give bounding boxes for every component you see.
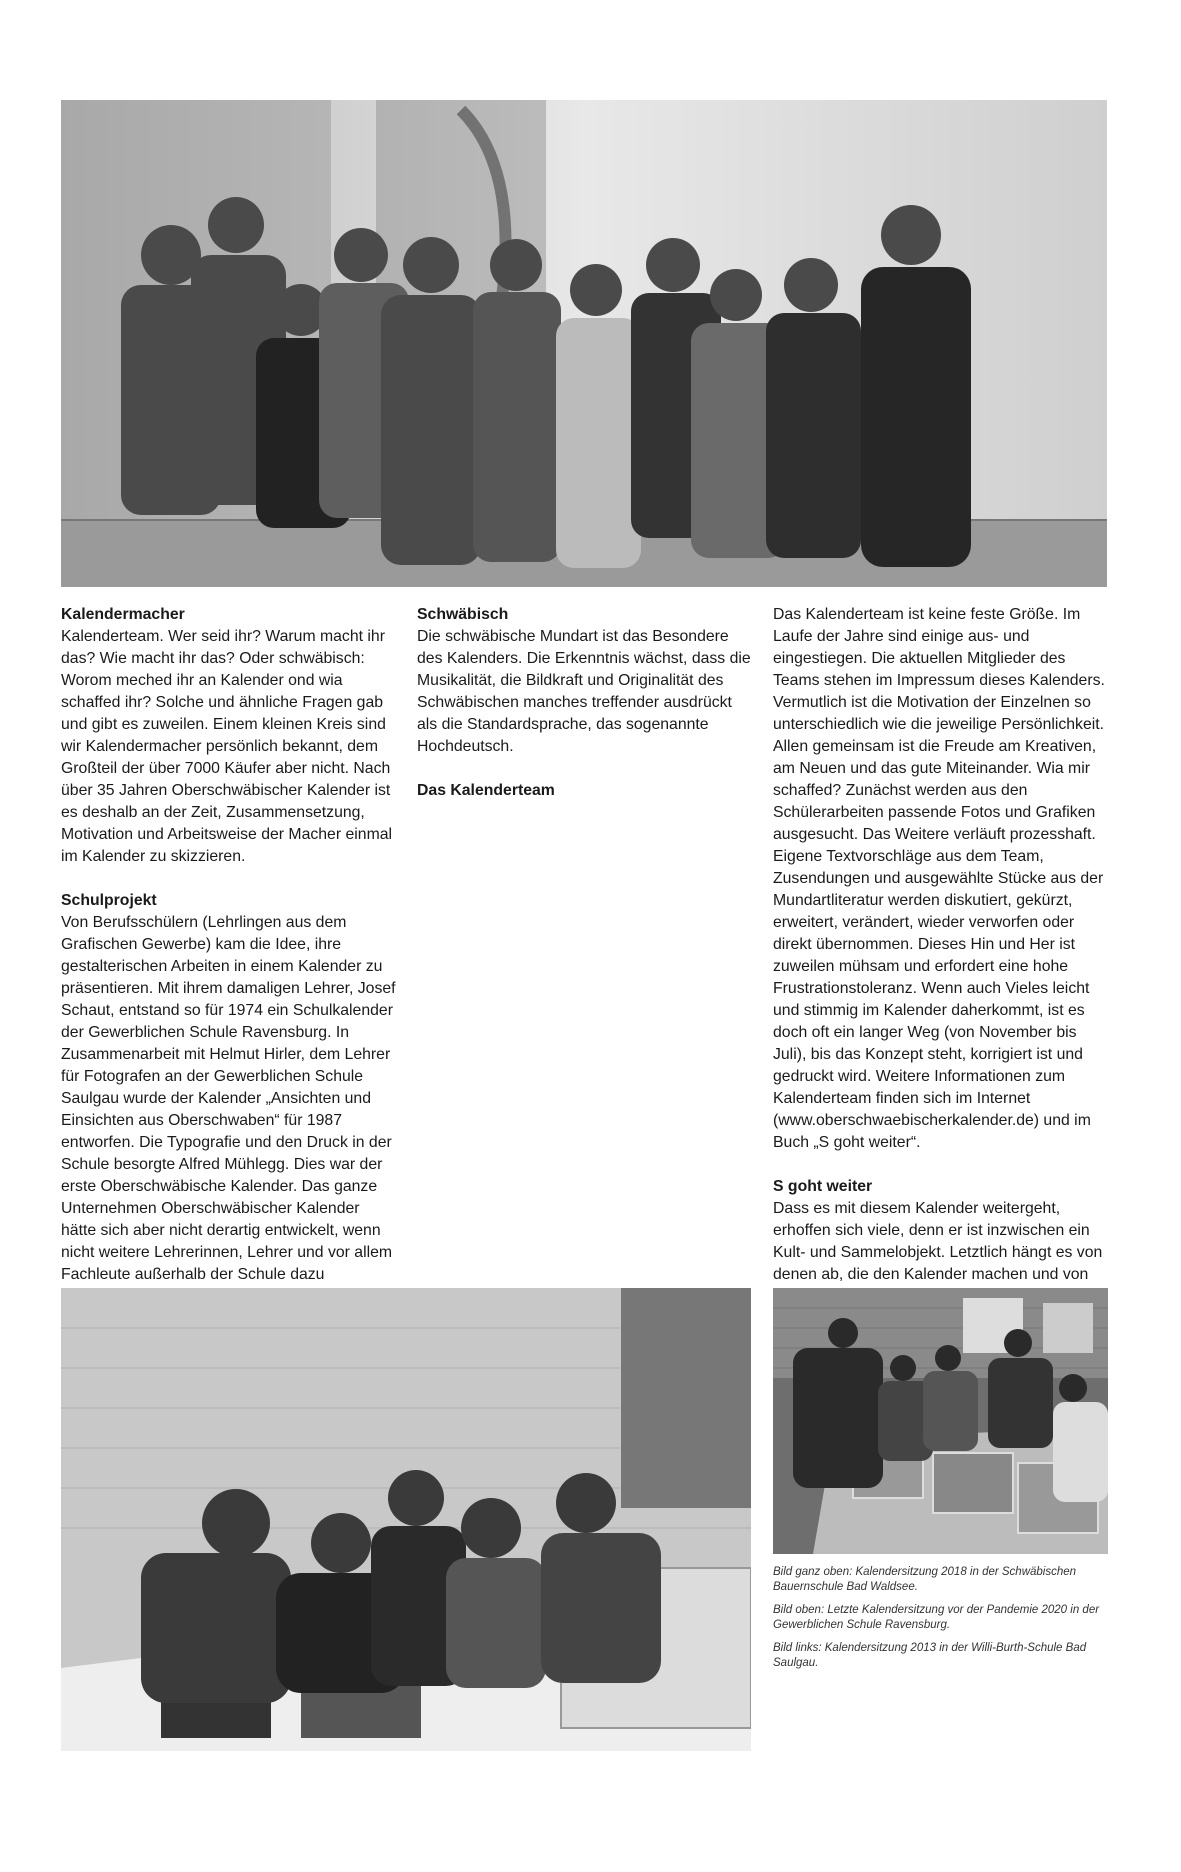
group-photo-kalenderteam [61,100,1107,587]
photo-captions [773,1565,1108,1679]
heading-schulprojekt: Schulprojekt [61,892,157,909]
text-column-1 [61,604,396,1374]
photo-kalendersitzung-graphic [773,1288,1108,1554]
photo-kalendersitzung [773,1288,1108,1554]
goht-weiter-text: Dass es mit diesem Kalender weitergeht, erhoffen sich viele, denn er ist inzwischen ein Kult- und Sammelobjekt. Letztlich hängt es von denen ab, die den Kalender machen und von [773,1200,1103,1283]
caption-right-photo: Bild oben: Letzte Kalendersitzung vor der Pandemie 2020 in der Gewerblichen Schule Ravensburg. [773,1604,1100,1631]
paragraph-kalendermacher: Kalenderteam. Wer seid ihr? Warum macht ihr das? Wie macht ihr das? Oder schwäbisch: Worom meched ihr an Kalender ond wia schaffed ihr? Solche und ähnliche Fragen gab und gibt es zuweilen. Einem kleinen Kreis sind wir Kalendermacher persönlich bekannt, dem Großteil der über 7000 Käufer aber nicht. Nach über 35 Jahren Oberschwäbischer Kalender ist es deshalb an der Zeit, Zusammensetzung, Motivation und Arbeitsweise der Macher einmal im Kalender zu skizzieren. [61,628,393,865]
paragraph-schulprojekt: Von Berufsschülern (Lehrlingen aus dem Grafischen Gewerbe) kam die Idee, ihre gestalterischen Arbeiten in einem Kalender zu präsentieren. Mit ihrem damaligen Lehrer, Josef Schaut, entstand so für 1974 ein Schulkalender der Gewerblichen Schule Ravensburg. In Zusammenarbeit mit Helmut Hirler, dem Lehrer für Fotografen an der Gewerblichen Schule Saulgau wurde der Kalender „Ansichten und Einsichten aus Oberschwaben“ für 1987 entworfen. Die Typografie und den Druck in der Schule besorgte Alfred Mühlegg. Dies war der erste Oberschwäbische Kalender. Das ganze Unternehmen Oberschwäbischer Kalender hätte sich aber nicht derartig entwickelt, wenn nicht weitere Lehrerinnen, Lehrer und vor allem Fachleute außerhalb der Schule dazu [61,914,396,1283]
photo-team-at-work-graphic [61,1288,751,1751]
group-photo-graphic [61,100,1107,587]
photo-team-at-work [61,1288,751,1751]
paragraph-schwaebisch: Die schwäbische Mundart ist das Besondere des Kalenders. Die Erkenntnis wächst, dass die Musikalität, die Bildkraft und Originalität des Schwäbischen manches treffender ausdrückt als die Standardsprache, das sogenannte Hochdeutsch. [417,628,751,755]
heading-kalendermacher: Kalendermacher [61,606,185,623]
caption-top-photo: Bild ganz oben: Kalendersitzung 2018 in der Schwäbischen Bauernschule Bad Waldsee. [773,1566,1077,1593]
text-column-2 [417,604,752,802]
heading-schwaebisch: Schwäbisch [417,606,509,623]
heading-kalenderteam: Das Kalenderteam [417,782,555,799]
paragraph-kalenderteam: Das Kalenderteam ist keine feste Größe. Im Laufe der Jahre sind einige aus- und eingestiegen. Die aktuellen Mitglieder des Teams stehen im Impressum dieses Kalenders. Vermutlich ist die Motivation der Einzelnen so unterschiedlich wie die jeweilige Persönlichkeit. Allen gemeinsam ist die Freude am Kreativen, am Neuen und das gute Miteinander. Wia mir schaffed? Zunächst werden aus den Schülerarbeiten passende Fotos und Grafiken ausgesucht. Das Weitere verläuft prozesshaft. Eigene Textvorschläge aus dem Team, Zusendungen und ausgewählte Stücke aus der Mundartliteratur werden diskutiert, gekürzt, erweitert, verändert, wieder verworfen oder direkt übernommen. Dieses Hin und Her ist zuweilen mühsam und erfordert eine hohe Frustrationstoleranz. Wenn auch Vieles leicht und stimmig im Kalender daherkommt, ist es doch oft ein langer Weg (von November bis Juli), bis das Konzept steht, korrigiert ist und gedruckt wird. Weitere Informationen zum Kalenderteam finden sich im Internet (www.oberschwaebischerkalender.de) und im Buch „S goht weiter“. [773,606,1105,1151]
heading-goht-weiter: S goht weiter [773,1178,873,1195]
caption-left-photo: Bild links: Kalendersitzung 2013 in der Willi-Burth-Schule Bad Saulgau. [773,1642,1087,1669]
